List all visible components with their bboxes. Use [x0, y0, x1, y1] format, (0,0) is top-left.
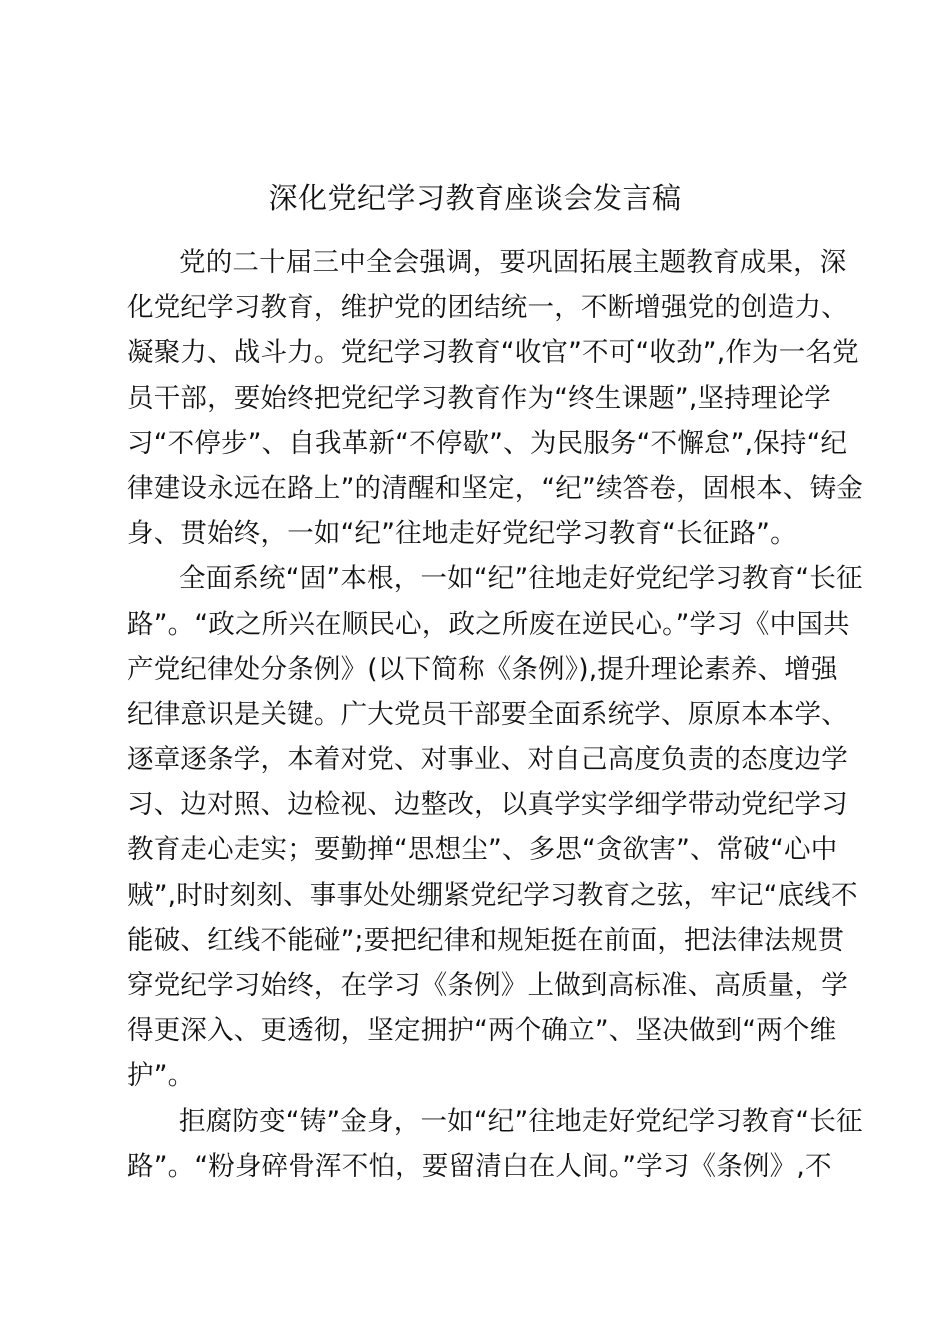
document-body: [127, 240, 863, 1189]
paragraph-3-line-2: 路”。“粉身碎骨浑不怕，要留清白在人间。”学习《条例》,不: [127, 1150, 832, 1182]
paragraph-2-line-10: 穿党纪学习始终，在学习《条例》上做到高标准、高质量，学: [127, 970, 848, 1001]
paragraph-1-line-6: 律建设永远在路上”的清醒和坚定，“纪”续答卷，固根本、铸金: [127, 472, 863, 504]
paragraph-2-line-12: 护”。: [127, 1060, 195, 1092]
paragraph-1-line-5: 习“不停步”、自我革新“不停歇”、为民服务“不懈怠”,保持“纪: [127, 427, 848, 459]
document-title: 深化党纪学习教育座谈会发言稿: [268, 181, 682, 215]
paragraph-2-line-7: 教育走心走实；要勤掸“思想尘”、多思“贪欲害”、常破“心中: [127, 834, 838, 866]
paragraph-2-line-4: 纪律意识是关键。广大党员干部要全面系统学、原原本本学、: [127, 698, 848, 730]
paragraph-2-line-8: 贼”,时时刻刻、事事处处绷紧党纪学习教育之弦，牢记“底线不: [127, 879, 858, 911]
paragraph-2-line-5: 逐章逐条学，本着对党、对事业、对自己高度负责的态度边学: [127, 744, 848, 776]
paragraph-3-line-1: 拒腐防变“铸”金身，一如“纪”往地走好党纪学习教育“长征: [179, 1105, 863, 1137]
paragraph-1-line-3: 凝聚力、战斗力。党纪学习教育“收官”不可“收劲”,作为一名党: [127, 337, 859, 369]
paragraph-2-line-9: 能破、红线不能碰”;要把纪律和规矩挺在前面，把法律法规贯: [127, 924, 845, 956]
paragraph-2-line-11: 得更深入、更透彻，坚定拥护“两个确立”、坚决做到“两个维: [127, 1015, 837, 1047]
paragraph-2-line-1: 全面系统“固”本根，一如“纪”往地走好党纪学习教育“长征: [179, 563, 863, 595]
paragraph-2-line-2: 路”。“政之所兴在顺民心，政之所废在逆民心。”学习《中国共: [127, 608, 850, 640]
paragraph-1-line-1: 党的二十届三中全会强调，要巩固拓展主题教育成果，深: [179, 247, 847, 278]
paragraph-1-line-2: 化党纪学习教育，维护党的团结统一，不断增强党的创造力、: [127, 292, 848, 324]
paragraph-2-line-6: 习、边对照、边检视、边整改，以真学实学细学带动党纪学习: [127, 789, 848, 821]
paragraph-1-line-7: 身、贯始终，一如“纪”往地走好党纪学习教育“长征路”。: [127, 518, 797, 550]
paragraph-1-line-4: 员干部，要始终把党纪学习教育作为“终生课题”,坚持理论学: [127, 382, 831, 414]
paragraph-2-line-3: 产党纪律处分条例》(以下简称《条例》),提升理论素养、增强: [127, 653, 838, 685]
